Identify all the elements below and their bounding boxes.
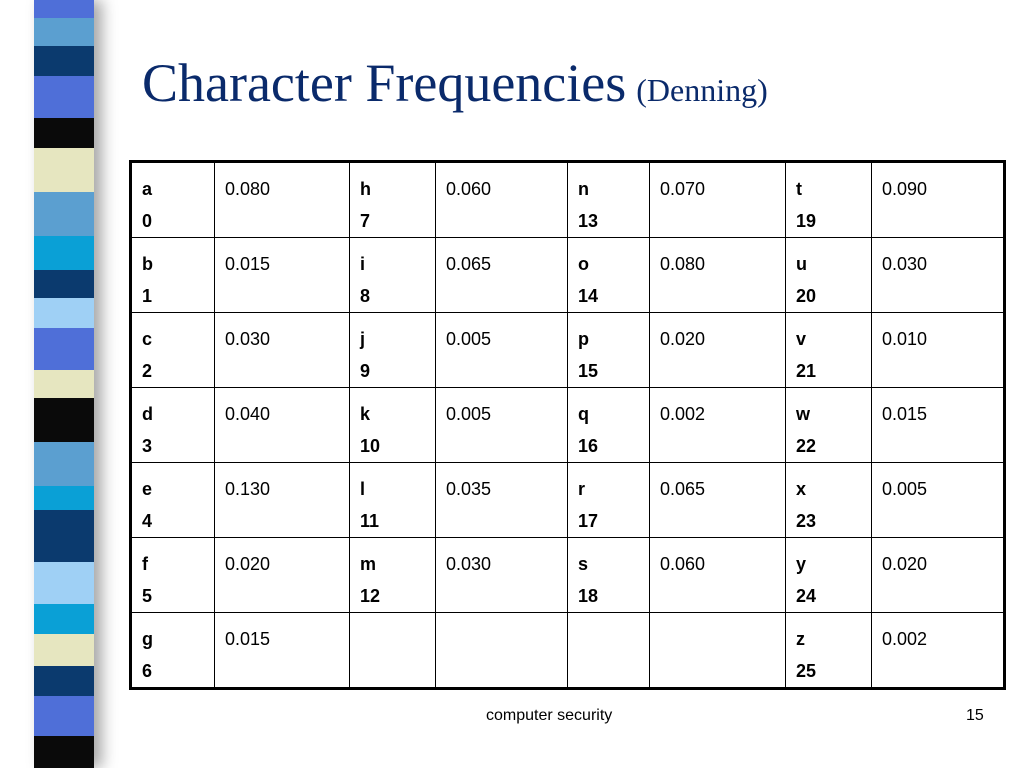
frequency-cell: 0.015 — [215, 238, 350, 313]
letter: j — [360, 329, 366, 349]
letter: m — [360, 554, 377, 574]
letter-cell — [131, 463, 215, 538]
letter: t — [796, 179, 802, 199]
frequency-cell: 0.005 — [436, 313, 568, 388]
title-main: Character Frequencies — [142, 53, 627, 113]
letter: z — [796, 629, 805, 649]
letter-index: 12 — [360, 586, 381, 606]
frequency-cell: 0.065 — [650, 463, 786, 538]
frequency-cell: 0.070 — [650, 162, 786, 238]
frequency-cell: 0.130 — [215, 463, 350, 538]
stripe-segment — [34, 486, 94, 510]
letter: x — [796, 479, 807, 499]
letter: l — [360, 479, 366, 499]
frequency-cell: 0.080 — [650, 238, 786, 313]
frequency-cell: 0.015 — [872, 388, 1005, 463]
letter-cell — [568, 238, 650, 313]
letter-cell — [350, 613, 436, 689]
letter-index: 17 — [578, 511, 599, 531]
letter-cell — [786, 238, 872, 313]
letter-index: 16 — [578, 436, 599, 456]
table-row — [131, 162, 1005, 238]
frequency-cell: 0.010 — [872, 313, 1005, 388]
frequency-cell: 0.002 — [650, 388, 786, 463]
letter: c — [142, 329, 153, 349]
letter-index: 7 — [360, 211, 371, 231]
letter-cell — [568, 538, 650, 613]
letter-cell — [786, 613, 872, 689]
frequency-cell: 0.030 — [436, 538, 568, 613]
letter: h — [360, 179, 371, 199]
letter-cell — [568, 388, 650, 463]
stripe-segment — [34, 0, 94, 18]
frequency-cell: 0.060 — [436, 162, 568, 238]
letter: d — [142, 404, 153, 424]
stripe-segment — [34, 270, 94, 298]
stripe-segment — [34, 370, 94, 398]
letter-cell — [131, 162, 215, 238]
letter: r — [578, 479, 586, 499]
stripe-segment — [34, 666, 94, 696]
frequency-cell — [650, 613, 786, 689]
letter-cell — [786, 538, 872, 613]
letter-index: 25 — [796, 661, 817, 681]
letter-index: 13 — [578, 211, 599, 231]
frequency-cell: 0.015 — [215, 613, 350, 689]
letter: g — [142, 629, 153, 649]
letter-cell — [131, 313, 215, 388]
letter-index: 11 — [360, 511, 380, 531]
letter-index: 8 — [360, 286, 371, 306]
letter-index: 24 — [796, 586, 817, 606]
letter: f — [142, 554, 148, 574]
letter-cell — [350, 463, 436, 538]
stripe-segment — [34, 118, 94, 148]
frequency-cell: 0.060 — [650, 538, 786, 613]
letter-index: 9 — [360, 361, 371, 381]
letter-cell — [131, 388, 215, 463]
letter: b — [142, 254, 153, 274]
frequency-cell: 0.020 — [215, 538, 350, 613]
slide-title — [142, 52, 768, 114]
letter-index: 15 — [578, 361, 599, 381]
stripe-segment — [34, 510, 94, 562]
table-row — [131, 463, 1005, 538]
frequency-cell — [436, 613, 568, 689]
frequency-cell: 0.020 — [650, 313, 786, 388]
letter-index: 4 — [142, 511, 153, 531]
letter-cell — [131, 238, 215, 313]
letter-cell — [131, 613, 215, 689]
letter-cell — [568, 162, 650, 238]
letter-index: 14 — [578, 286, 599, 306]
letter-index: 1 — [142, 286, 153, 306]
letter-cell — [568, 313, 650, 388]
footer-text: computer security — [486, 707, 613, 724]
table-row — [131, 238, 1005, 313]
letter-cell — [350, 313, 436, 388]
table-row — [131, 613, 1005, 689]
stripe-segment — [34, 76, 94, 118]
frequency-cell: 0.020 — [872, 538, 1005, 613]
stripe-segment — [34, 634, 94, 666]
table-body — [131, 162, 1005, 689]
table-row — [131, 313, 1005, 388]
letter: i — [360, 254, 366, 274]
letter-index: 5 — [142, 586, 153, 606]
letter-index: 0 — [142, 211, 153, 231]
stripe-segment — [34, 298, 94, 328]
letter: k — [360, 404, 371, 424]
frequency-cell: 0.030 — [872, 238, 1005, 313]
letter-index: 3 — [142, 436, 153, 456]
letter-index: 6 — [142, 661, 153, 681]
decorative-stripe-bar — [34, 0, 94, 768]
stripe-segment — [34, 562, 94, 604]
letter: p — [578, 329, 589, 349]
stripe-segment — [34, 736, 94, 768]
stripe-segment — [34, 46, 94, 76]
letter-index: 10 — [360, 436, 381, 456]
stripe-segment — [34, 604, 94, 634]
letter-index: 21 — [796, 361, 817, 381]
letter-cell — [350, 538, 436, 613]
frequency-cell: 0.030 — [215, 313, 350, 388]
table-row — [131, 388, 1005, 463]
letter: s — [578, 554, 589, 574]
stripe-segment — [34, 696, 94, 736]
letter: e — [142, 479, 153, 499]
letter-cell — [786, 388, 872, 463]
letter-cell — [786, 313, 872, 388]
letter-cell — [350, 162, 436, 238]
stripe-segment — [34, 328, 94, 370]
letter: a — [142, 179, 153, 199]
frequency-cell: 0.090 — [872, 162, 1005, 238]
frequency-cell: 0.005 — [436, 388, 568, 463]
letter: n — [578, 179, 589, 199]
letter-cell — [786, 162, 872, 238]
letter: o — [578, 254, 589, 274]
stripe-segment — [34, 192, 94, 236]
letter: y — [796, 554, 807, 574]
page-number: 15 — [966, 707, 984, 724]
frequency-cell: 0.065 — [436, 238, 568, 313]
letter-index: 22 — [796, 436, 817, 456]
letter-index: 23 — [796, 511, 817, 531]
letter: q — [578, 404, 589, 424]
stripe-segment — [34, 18, 94, 46]
letter-index: 18 — [578, 586, 599, 606]
letter: v — [796, 329, 807, 349]
letter-cell — [568, 613, 650, 689]
letter-cell — [568, 463, 650, 538]
frequency-cell: 0.080 — [215, 162, 350, 238]
letter: u — [796, 254, 807, 274]
frequency-cell: 0.040 — [215, 388, 350, 463]
letter-cell — [350, 388, 436, 463]
frequency-cell: 0.005 — [872, 463, 1005, 538]
letter-index: 20 — [796, 286, 817, 306]
stripe-segment — [34, 236, 94, 270]
frequency-cell: 0.035 — [436, 463, 568, 538]
letter-cell — [786, 463, 872, 538]
stripe-segment — [34, 442, 94, 486]
table-row — [131, 538, 1005, 613]
title-subtitle: (Denning) — [636, 72, 768, 108]
stripe-segment — [34, 398, 94, 442]
stripe-segment — [34, 148, 94, 192]
letter-cell — [131, 538, 215, 613]
character-frequency-table — [129, 160, 1006, 690]
letter-index: 2 — [142, 361, 153, 381]
letter-cell — [350, 238, 436, 313]
letter-index: 19 — [796, 211, 817, 231]
frequency-cell: 0.002 — [872, 613, 1005, 689]
letter: w — [796, 404, 811, 424]
